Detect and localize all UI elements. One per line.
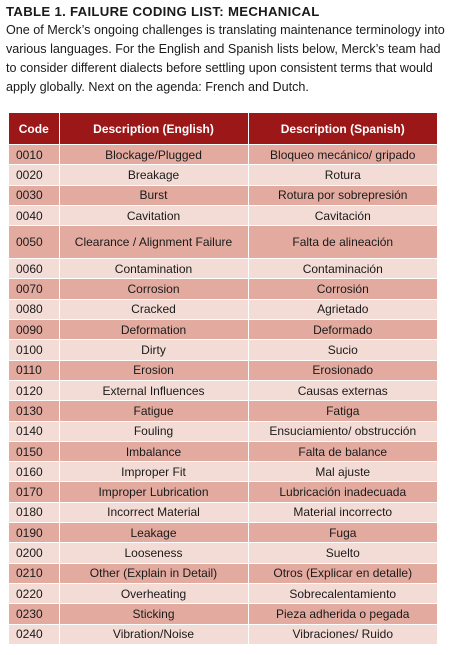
- cell-english: Improper Fit: [59, 462, 248, 482]
- cell-code: 0020: [9, 165, 59, 185]
- cell-english: Fatigue: [59, 401, 248, 421]
- cell-spanish: Mal ajuste: [248, 462, 437, 482]
- cell-spanish: Bloqueo mecánico/ gripado: [248, 145, 437, 165]
- table-row: [9, 320, 437, 340]
- table-row: [9, 604, 437, 624]
- cell-english: Dirty: [59, 340, 248, 360]
- cell-code: 0040: [9, 205, 59, 225]
- table-row: [9, 583, 437, 603]
- cell-spanish: Sobrecalentamiento: [248, 583, 437, 603]
- table-row: [9, 523, 437, 543]
- table-row: [9, 340, 437, 360]
- table-row: [9, 421, 437, 441]
- cell-code: 0200: [9, 543, 59, 563]
- table-row: [9, 165, 437, 185]
- table-row: [9, 145, 437, 165]
- cell-code: 0180: [9, 502, 59, 522]
- table-row: [9, 360, 437, 380]
- header-english: Description (English): [59, 113, 248, 145]
- cell-code: 0190: [9, 523, 59, 543]
- cell-code: 0010: [9, 145, 59, 165]
- header-code: Code: [9, 113, 59, 145]
- cell-spanish: Fuga: [248, 523, 437, 543]
- cell-english: Vibration/Noise: [59, 624, 248, 644]
- cell-code: 0050: [9, 226, 59, 259]
- table-row: [9, 624, 437, 644]
- table-row: [9, 482, 437, 502]
- table-row: [9, 299, 437, 319]
- table-row: [9, 259, 437, 279]
- header-spanish: Description (Spanish): [248, 113, 437, 145]
- table-row: [9, 441, 437, 461]
- table-row: [9, 543, 437, 563]
- cell-spanish: Rotura: [248, 165, 437, 185]
- cell-spanish: Falta de alineación: [248, 226, 437, 259]
- table-row: [9, 226, 437, 259]
- cell-english: Corrosion: [59, 279, 248, 299]
- cell-english: Imbalance: [59, 441, 248, 461]
- cell-english: Leakage: [59, 523, 248, 543]
- header-row: [9, 113, 437, 145]
- cell-code: 0100: [9, 340, 59, 360]
- cell-english: Blockage/Plugged: [59, 145, 248, 165]
- table-row: [9, 279, 437, 299]
- table-row: [9, 563, 437, 583]
- cell-spanish: Fatiga: [248, 401, 437, 421]
- cell-english: Other (Explain in Detail): [59, 563, 248, 583]
- cell-spanish: Sucio: [248, 340, 437, 360]
- table-row: [9, 205, 437, 225]
- failure-coding-table: [9, 113, 437, 644]
- cell-spanish: Pieza adherida o pegada: [248, 604, 437, 624]
- cell-code: 0090: [9, 320, 59, 340]
- cell-code: 0110: [9, 360, 59, 380]
- cell-english: Overheating: [59, 583, 248, 603]
- cell-code: 0130: [9, 401, 59, 421]
- cell-spanish: Otros (Explicar en detalle): [248, 563, 437, 583]
- cell-english: Burst: [59, 185, 248, 205]
- cell-spanish: Erosionado: [248, 360, 437, 380]
- cell-code: 0160: [9, 462, 59, 482]
- cell-code: 0060: [9, 259, 59, 279]
- cell-spanish: Agrietado: [248, 299, 437, 319]
- cell-spanish: Falta de balance: [248, 441, 437, 461]
- cell-english: Contamination: [59, 259, 248, 279]
- cell-spanish: Corrosión: [248, 279, 437, 299]
- cell-english: External Influences: [59, 380, 248, 400]
- cell-english: Deformation: [59, 320, 248, 340]
- cell-spanish: Cavitación: [248, 205, 437, 225]
- intro-paragraph: One of Merck’s ongoing challenges is translating maintenance terminology into various languages. For the English and Spanish lists below, Merck’s team had to consider different dialects before settling upon consistent terms that would apply globally. Next on the agenda: French and Dutch.: [6, 23, 445, 94]
- table-row: [9, 462, 437, 482]
- cell-english: Sticking: [59, 604, 248, 624]
- cell-english: Cavitation: [59, 205, 248, 225]
- cell-code: 0030: [9, 185, 59, 205]
- cell-code: 0220: [9, 583, 59, 603]
- cell-code: 0240: [9, 624, 59, 644]
- table-row: [9, 401, 437, 421]
- cell-spanish: Vibraciones/ Ruido: [248, 624, 437, 644]
- cell-english: Cracked: [59, 299, 248, 319]
- cell-spanish: Ensuciamiento/ obstrucción: [248, 421, 437, 441]
- table-row: [9, 185, 437, 205]
- cell-code: 0210: [9, 563, 59, 583]
- cell-english: Clearance / Alignment Failure: [59, 226, 248, 259]
- table-row: [9, 380, 437, 400]
- cell-code: 0080: [9, 299, 59, 319]
- cell-spanish: Suelto: [248, 543, 437, 563]
- cell-code: 0120: [9, 380, 59, 400]
- cell-code: 0070: [9, 279, 59, 299]
- cell-english: Breakage: [59, 165, 248, 185]
- cell-code: 0140: [9, 421, 59, 441]
- cell-english: Improper Lubrication: [59, 482, 248, 502]
- cell-english: Fouling: [59, 421, 248, 441]
- cell-english: Looseness: [59, 543, 248, 563]
- table-row: [9, 502, 437, 522]
- cell-spanish: Causas externas: [248, 380, 437, 400]
- cell-code: 0170: [9, 482, 59, 502]
- cell-code: 0230: [9, 604, 59, 624]
- cell-english: Erosion: [59, 360, 248, 380]
- cell-code: 0150: [9, 441, 59, 461]
- table-title: TABLE 1. FAILURE CODING LIST: MECHANICAL: [6, 4, 320, 19]
- cell-spanish: Material incorrecto: [248, 502, 437, 522]
- table-body: [9, 145, 437, 644]
- cell-english: Incorrect Material: [59, 502, 248, 522]
- table-header: [9, 113, 437, 145]
- cell-spanish: Lubricación inadecuada: [248, 482, 437, 502]
- cell-spanish: Deformado: [248, 320, 437, 340]
- cell-spanish: Rotura por sobrepresión: [248, 185, 437, 205]
- cell-spanish: Contaminación: [248, 259, 437, 279]
